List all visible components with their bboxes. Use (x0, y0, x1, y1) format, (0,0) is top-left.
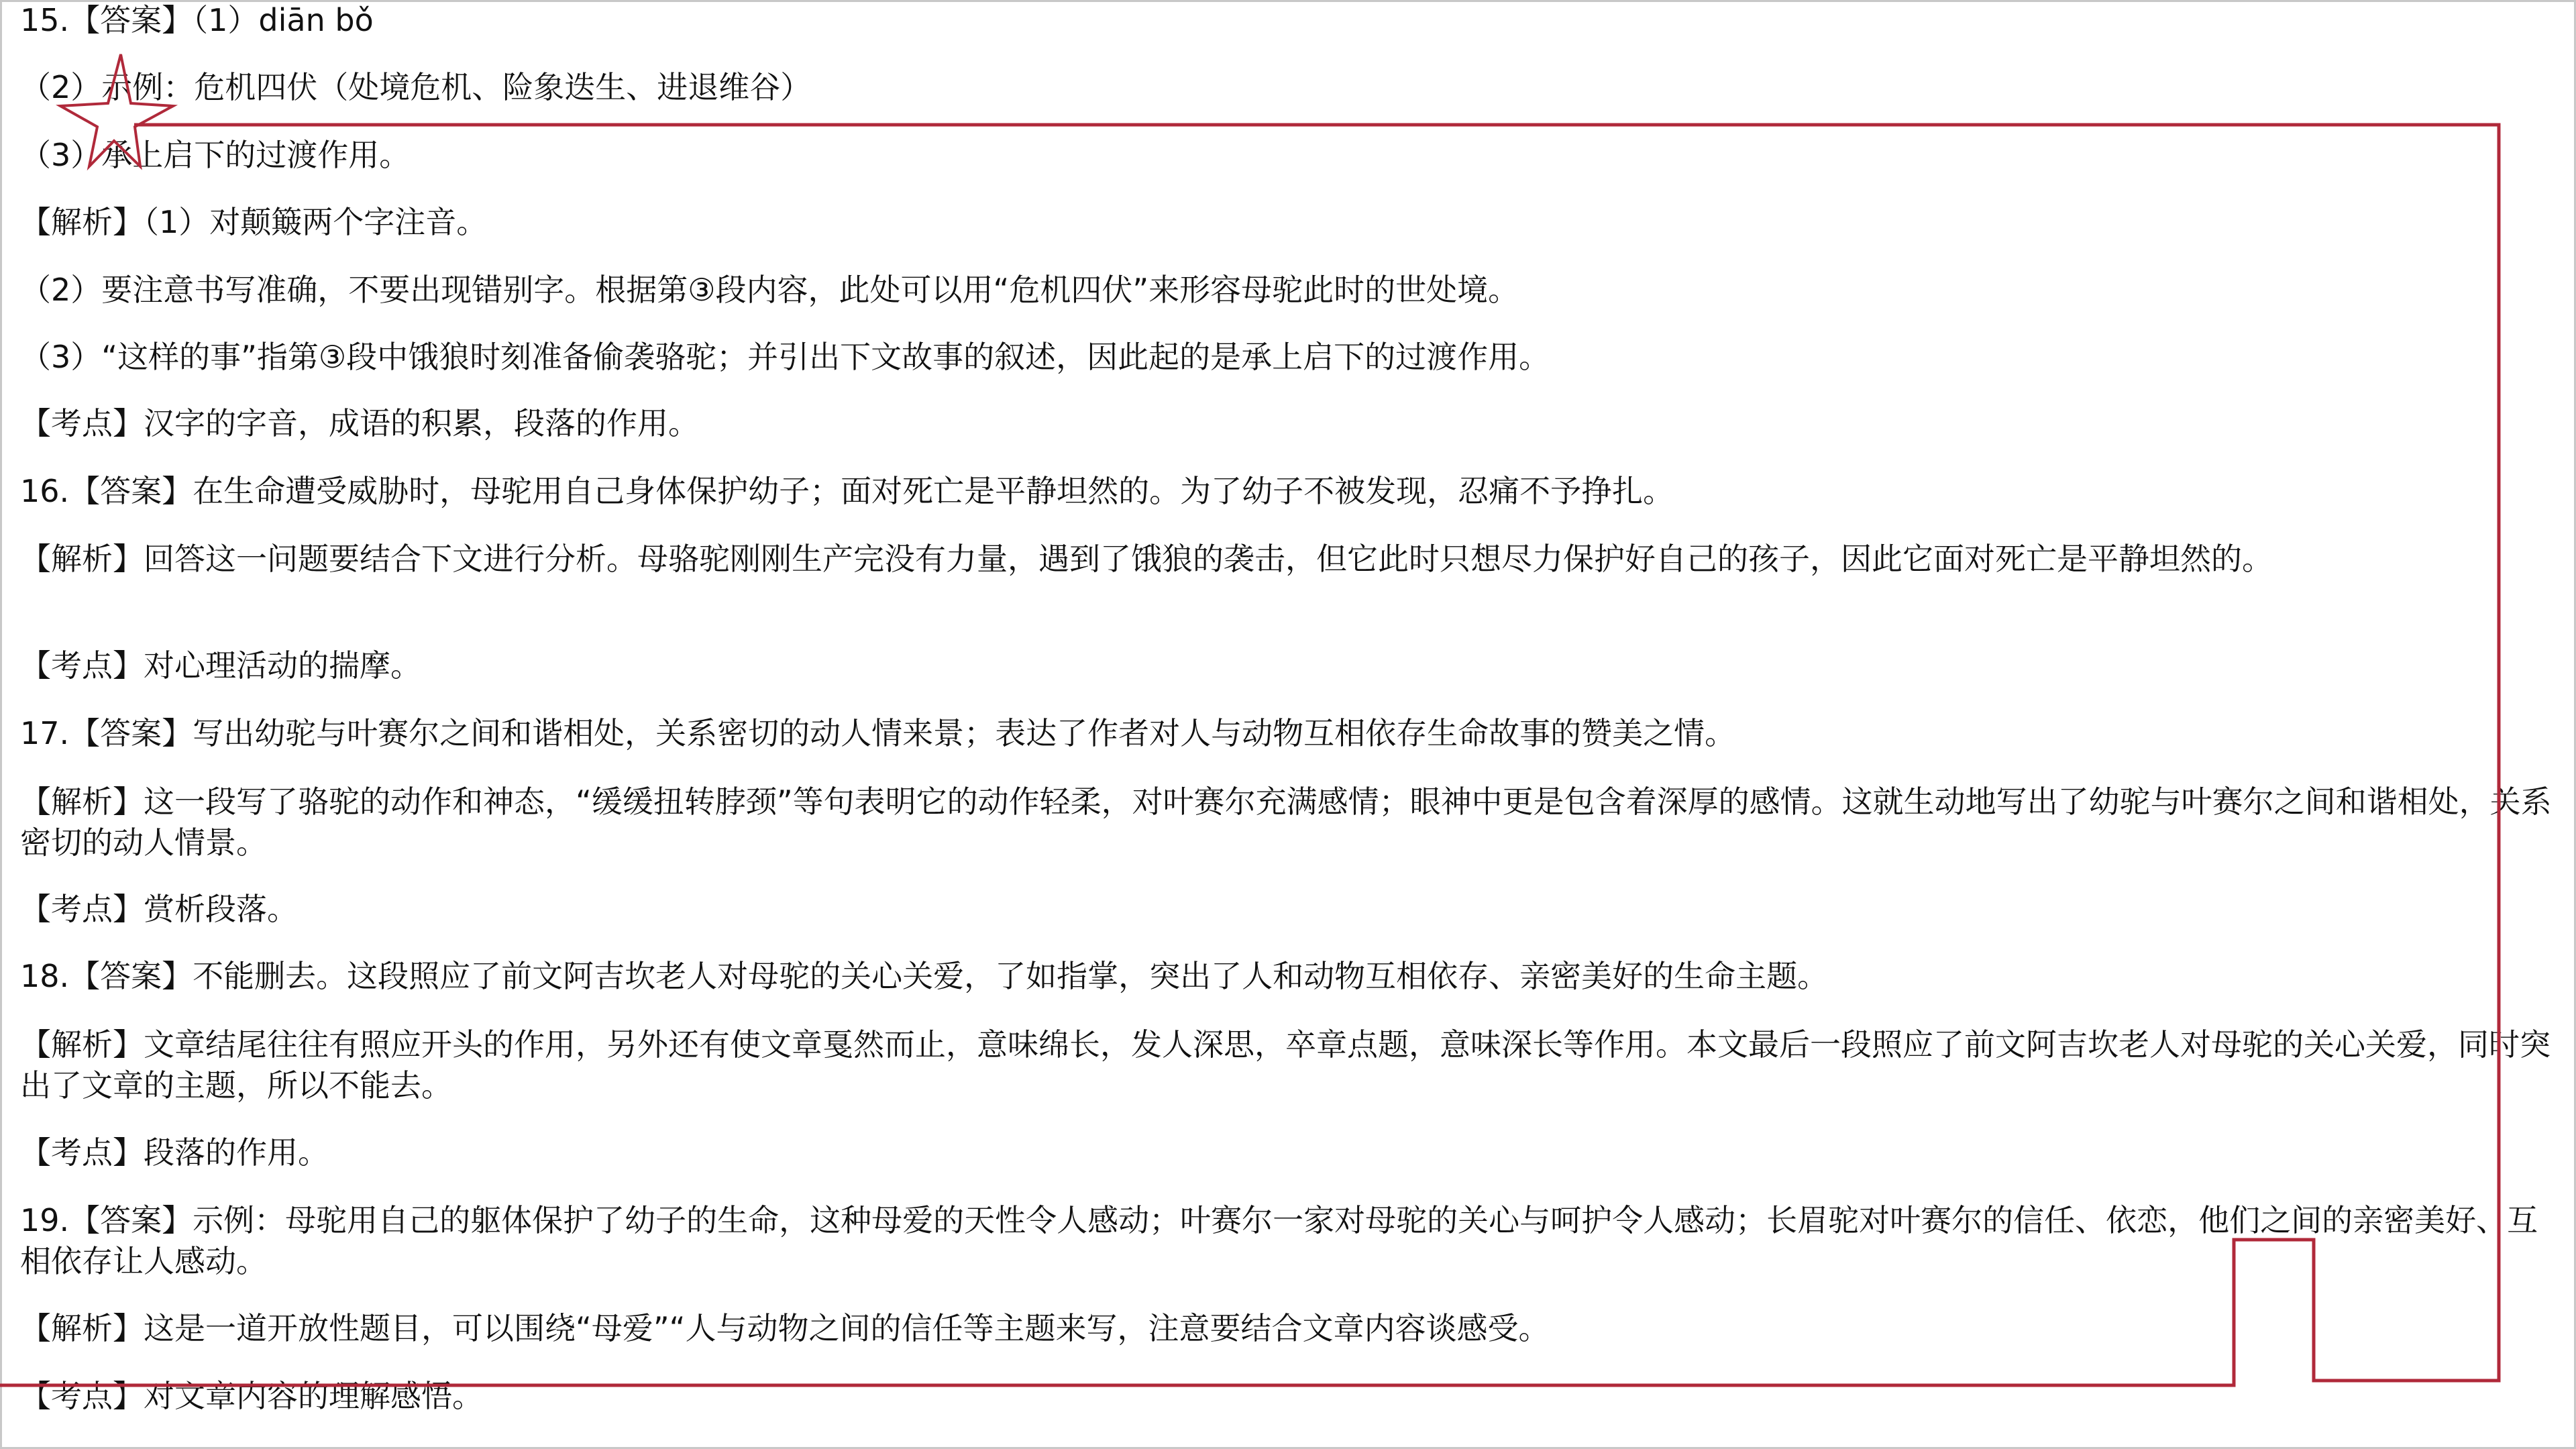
key-point-16: 【考点】对心理活动的揣摩。 (20, 647, 421, 684)
answer-16: 16.【答案】在生命遭受威胁时，母驼用自己身体保护幼子；面对死亡是平静坦然的。为了幼子不被发现，忍痛不予挣扎。 (20, 473, 1674, 509)
answer-15-heading: 15.【答案】（1）diān bǒ (20, 2, 374, 38)
analysis-18: 【解析】文章结尾往往有照应开头的作用，另外还有使文章戛然而止，意味绵长，发人深思，卒章点题，意味深长等作用。本文最后一段照应了前文阿吉坎老人对母驼的关心关爱，同时突出了文章的主题，所以不能去。 (20, 1026, 2551, 1104)
answer-19: 19.【答案】示例：母驼用自己的躯体保护了幼子的生命，这种母爱的天性令人感动；叶赛尔一家对母驼的关心与呵护令人感动；长眉驼对叶赛尔的信任、依恋，他们之间的亲密美好、互相依存让人感动。 (20, 1202, 2538, 1279)
analysis-15-part-2: （2）要注意书写准确，不要出现错别字。根据第③段内容，此处可以用“危机四伏”来形容母驼此时的世处境。 (20, 272, 1519, 308)
analysis-15-part-1: 【解析】（1）对颠簸两个字注音。 (20, 204, 488, 240)
answer-15-part-2: （2）示例：危机四伏（处境危机、险象迭生、进退维谷） (20, 69, 812, 105)
key-point-18: 【考点】段落的作用。 (20, 1134, 329, 1171)
analysis-19: 【解析】这是一道开放性题目，可以围绕“母爱”“人与动物之间的信任等主题来写，注意要结合文章内容谈感受。 (20, 1310, 1550, 1346)
key-point-17: 【考点】赏析段落。 (20, 891, 298, 927)
answer-18: 18.【答案】不能删去。这段照应了前文阿吉坎老人对母驼的关心关爱，了如指掌，突出了人和动物互相依存、亲密美好的生命主题。 (20, 958, 1829, 994)
analysis-16: 【解析】回答这一问题要结合下文进行分析。母骆驼刚刚生产完没有力量，遇到了饿狼的袭击，但它此时只想尽力保护好自己的孩子，因此它面对死亡是平静坦然的。 (20, 541, 2273, 577)
answer-17: 17.【答案】写出幼驼与叶赛尔之间和谐相处，关系密切的动人情来景；表达了作者对人与动物互相依存生命故事的赞美之情。 (20, 715, 1736, 751)
analysis-15-part-3: （3）“这样的事”指第③段中饿狼时刻准备偷袭骆驼；并引出下文故事的叙述，因此起的是承上启下的过渡作用。 (20, 339, 1550, 375)
key-point-15: 【考点】汉字的字音，成语的积累，段落的作用。 (20, 405, 699, 441)
analysis-17: 【解析】这一段写了骆驼的动作和神态，“缓缓扭转脖颈”等句表明它的动作轻柔，对叶赛尔充满感情；眼神中更是包含着深厚的感情。这就生动地写出了幼驼与叶赛尔之间和谐相处，关系密切的动人情景。 (20, 784, 2552, 861)
answer-15-part-3: （3）承上启下的过渡作用。 (20, 137, 411, 173)
key-point-19: 【考点】对文章内容的理解感悟。 (20, 1378, 483, 1414)
